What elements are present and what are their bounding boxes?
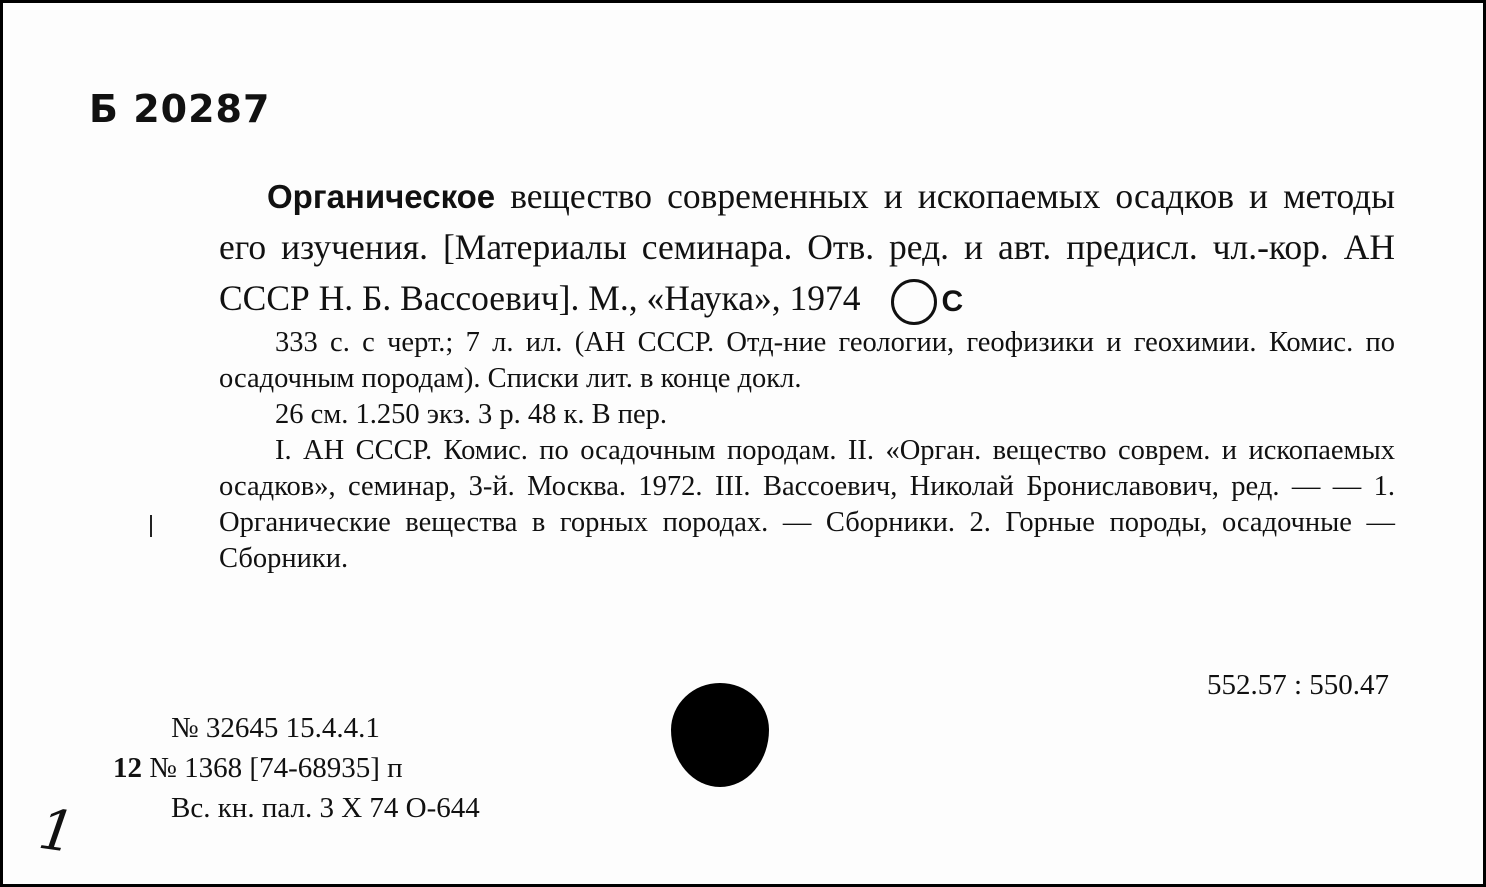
margin-tick: [150, 515, 152, 537]
shelfmark: Б 20287: [89, 87, 271, 131]
handwritten-mark: 1: [34, 796, 79, 867]
copyright-icon: С: [891, 279, 937, 325]
title-statement: [219, 171, 1395, 325]
card-number-row: [113, 748, 480, 788]
card-number-prefix: 12: [113, 752, 142, 784]
catalog-card: [3, 3, 1483, 884]
subject-tracings: I. АН СССР. Комис. по осадочным породам. II. «Орган. вещество соврем. и ископаемых осадков», семинар, 3-й. Москва. 1972. III. Вассоевич, Николай Брониславович, ред. — — 1. Органические вещества в горных породах. — Сборники. 2. Горные породы, осадочные — Сборники.: [219, 434, 1395, 574]
title-rest: вещество современных и ископаемых осадков и методы его изучения. [Материалы семинара. Отв. ред. и авт. предисл. чл.-кор. АН СССР Н. Б. Вассоевич]. М., «Наука», 1974: [219, 176, 1395, 318]
title-first-word: Органическое: [267, 178, 496, 215]
card-footer: [113, 708, 480, 828]
number-line: № 32645 15.4.4.1: [171, 712, 380, 744]
physical-description: 333 с. с черт.; 7 л. ил. (АН СССР. Отд-ние геологии, геофизики и геохимии. Комис. по осадочным породам). Списки лит. в конце докл.: [219, 326, 1395, 394]
classification-code: 552.57 : 550.47: [1206, 669, 1389, 701]
card-body: [219, 171, 1395, 577]
size-price: 26 см. 1.250 экз. 3 р. 48 к. В пер.: [275, 398, 668, 430]
card-number-line: № 1368 [74-68935] п: [142, 752, 403, 784]
punch-hole: [671, 683, 769, 787]
library-code: Вс. кн. пал. 3 X 74 О-644: [171, 792, 480, 824]
